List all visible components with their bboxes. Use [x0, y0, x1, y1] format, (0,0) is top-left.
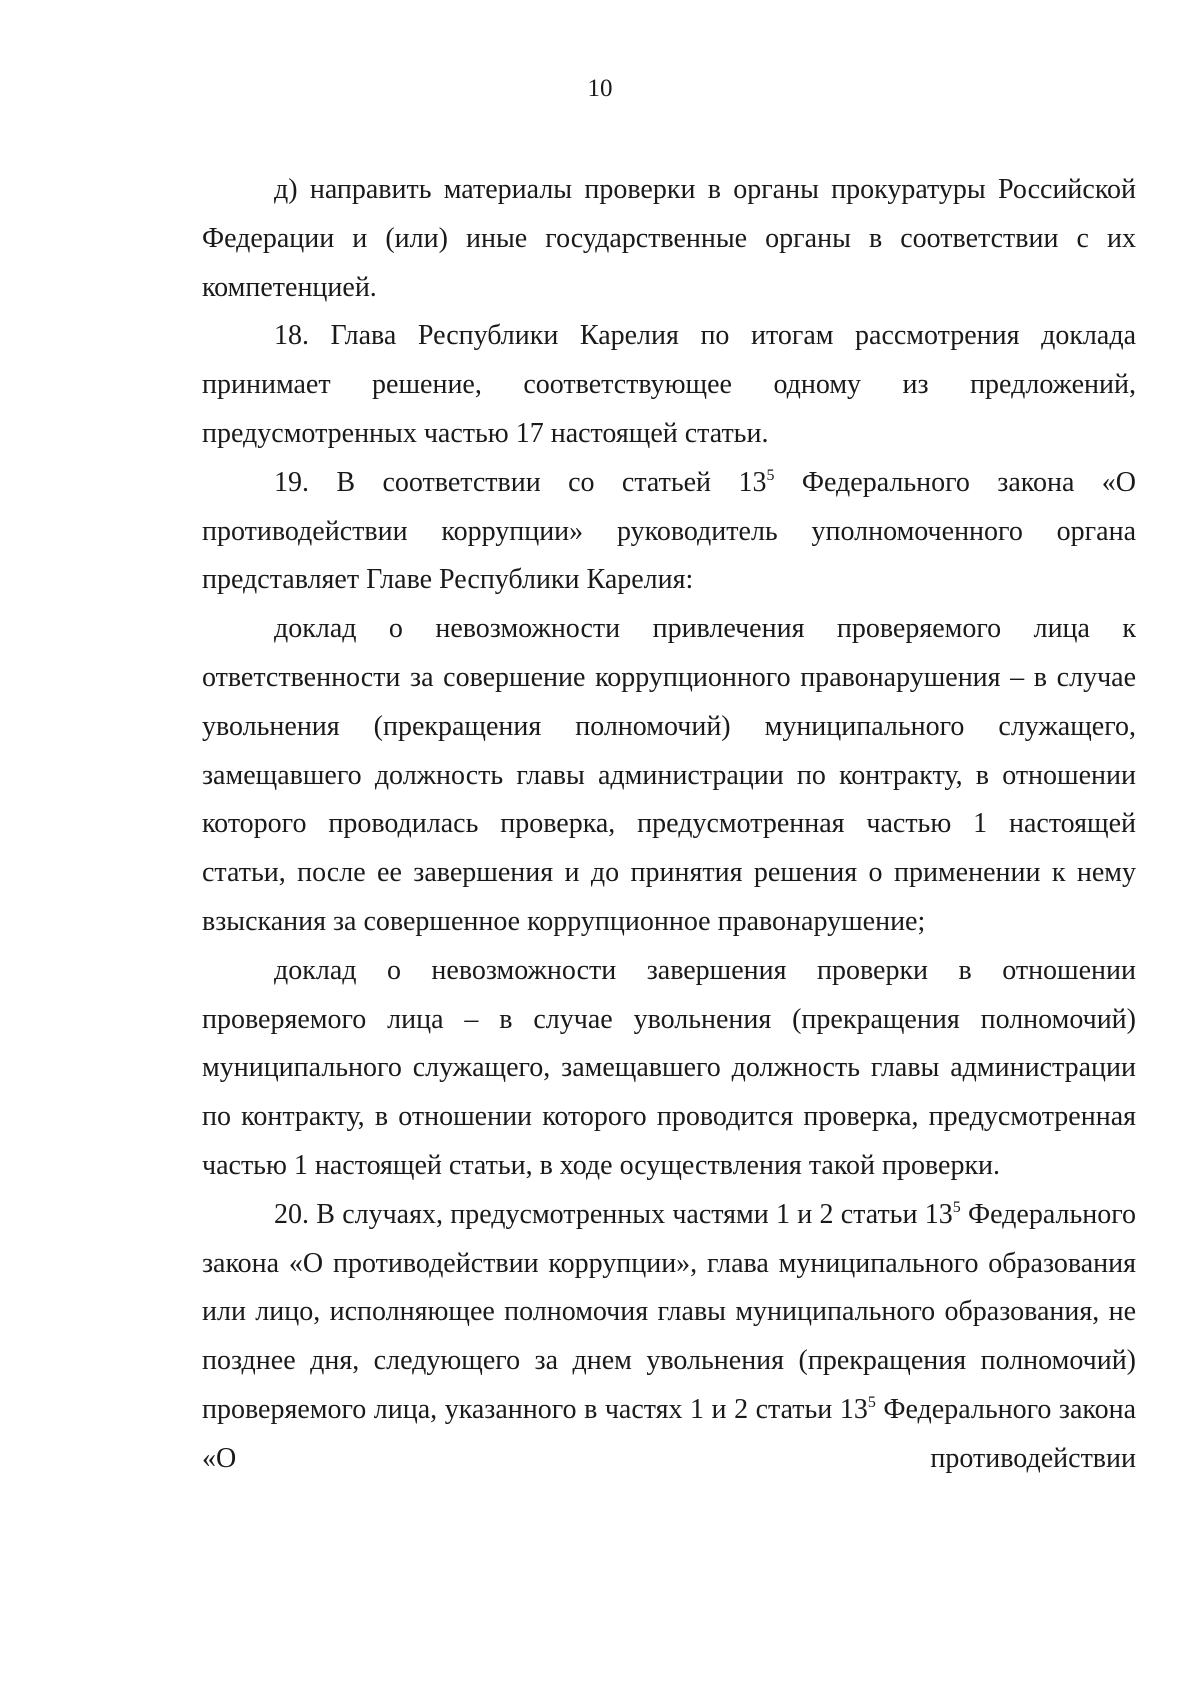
paragraph-19-text-end: Федерального закона «О противодействии коррупции» руководитель уполномоченного органа представляет Главе Республики Карелия: — [202, 466, 1136, 596]
paragraph-18: 18. Глава Республики Карелия по итогам рассмотрения доклада принимает решение, соответствующее одному из предложений, предусмотренных частью 17 настоящей статьи. — [202, 320, 1136, 449]
paragraph-20-text-2: Федерального закона «О противодействии коррупции», глава муниципального образования или лицо, исполняющее полномочия главы муниципального образования, не позднее дня, следующего за днем увольнения (прекращения полномочий) проверяемого лица, указанного в частях 1 и 2 статьи 13 — [202, 1198, 1137, 1425]
paragraph-19 — [202, 459, 1136, 605]
superscript: 5 — [766, 466, 775, 484]
superscript: 5 — [952, 1198, 961, 1216]
paragraph-report-impossibility-completion: доклад о невозможности завершения проверки в отношении проверяемого лица – в случае увольнения (прекращения полномочий) муниципального служащего, замещавшего должность главы администрации по контракту, в отношении которого проводится проверка, предусмотренная частью 1 настоящей статьи, в ходе осуществления такой проверки. — [202, 954, 1136, 1181]
paragraph-17d: д) направить материалы проверки в органы прокуратуры Российской Федерации и (или) иные государственные органы в соответствии с их компетенцией. — [202, 174, 1136, 303]
document-body — [202, 166, 1136, 1484]
paragraph-20 — [202, 1191, 1136, 1484]
paragraph-20-text-1: 20. В случаях, предусмотренных частями 1 и 2 статьи 13 — [274, 1198, 953, 1230]
paragraph-19-text-start: 19. В соответствии со статьей 13 — [274, 466, 767, 498]
page-number: 10 — [587, 75, 613, 102]
paragraph-report-impossibility-liability: доклад о невозможности привлечения проверяемого лица к ответственности за совершение коррупционного правонарушения – в случае увольнения (прекращения полномочий) муниципального служащего, замещавшего должность главы администрации по контракту, в отношении которого проводилась проверка, предусмотренная частью 1 настоящей статьи, после ее завершения и до принятия решения о применении к нему взыскания за совершенное коррупционное правонарушение; — [202, 613, 1136, 937]
superscript: 5 — [867, 1393, 876, 1411]
paragraph-20-text-3: Федерального закона «О противодействии — [202, 1393, 1137, 1474]
